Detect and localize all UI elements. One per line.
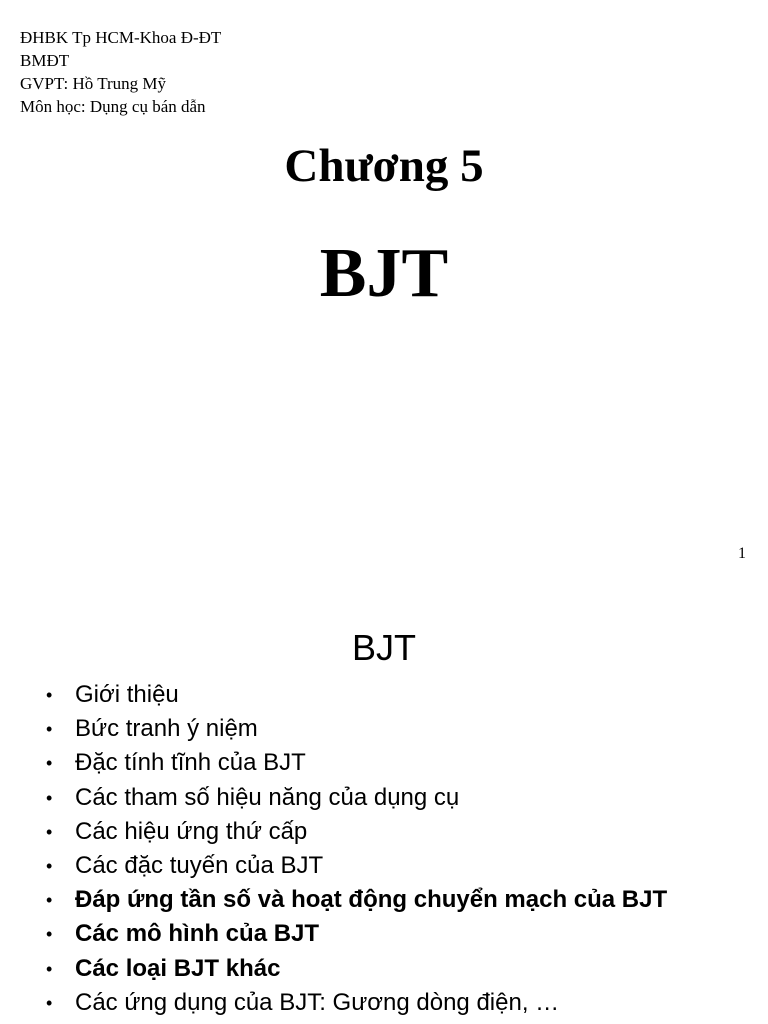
outline-item [46,712,667,746]
outline-item [46,678,667,712]
outline-item-text: Đặc tính tĩnh của BJT [75,749,306,777]
bullet-icon: • [46,855,53,876]
bullet-icon: • [46,753,53,774]
outline-item [46,883,667,917]
chapter-title: Chương 5 [284,140,484,192]
outline-title: BJT [351,627,416,668]
outline-item [46,746,667,780]
outline-item-text: Các mô hình của BJT [75,920,320,948]
outline-item [46,986,667,1020]
page-number: 1 [738,545,746,562]
bullet-icon: • [46,958,53,979]
outline-item-text: Các loại BJT khác [75,954,281,982]
course-header [20,26,221,118]
outline-item [46,952,667,986]
slide-main-title: BJT [319,235,449,312]
bullet-icon: • [46,787,53,808]
header-line-course: Môn học: Dụng cụ bán dẫn [20,97,206,116]
outline-slide [0,580,768,1024]
bullet-icon: • [46,685,53,705]
outline-list [46,678,667,1020]
bullet-icon: • [46,924,53,945]
bullet-icon: • [46,719,53,740]
outline-item-text: Bức tranh ý niệm [75,715,258,743]
outline-item [46,849,667,883]
outline-item-text: Các hiệu ứng thứ cấp [75,817,308,845]
bullet-icon: • [46,890,53,911]
bullet-icon: • [46,992,53,1013]
header-line-department: BMĐT [20,51,70,70]
outline-item [46,917,667,951]
bullet-icon: • [46,821,53,842]
outline-item [46,781,667,815]
outline-item-text: Các tham số hiệu năng của dụng cụ [75,783,460,811]
outline-item-text: Các ứng dụng của BJT: Gương dòng điện, … [75,988,560,1016]
header-line-lecturer: GVPT: Hồ Trung Mỹ [20,74,167,93]
outline-item-text: Đáp ứng tần số và hoạt động chuyển mạch của BJT [75,886,668,914]
outline-item-text: Giới thiệu [75,681,179,708]
outline-item [46,815,667,849]
outline-item-text: Các đặc tuyến của BJT [75,851,324,879]
header-line-university: ĐHBK Tp HCM-Khoa Đ-ĐT [20,28,222,47]
